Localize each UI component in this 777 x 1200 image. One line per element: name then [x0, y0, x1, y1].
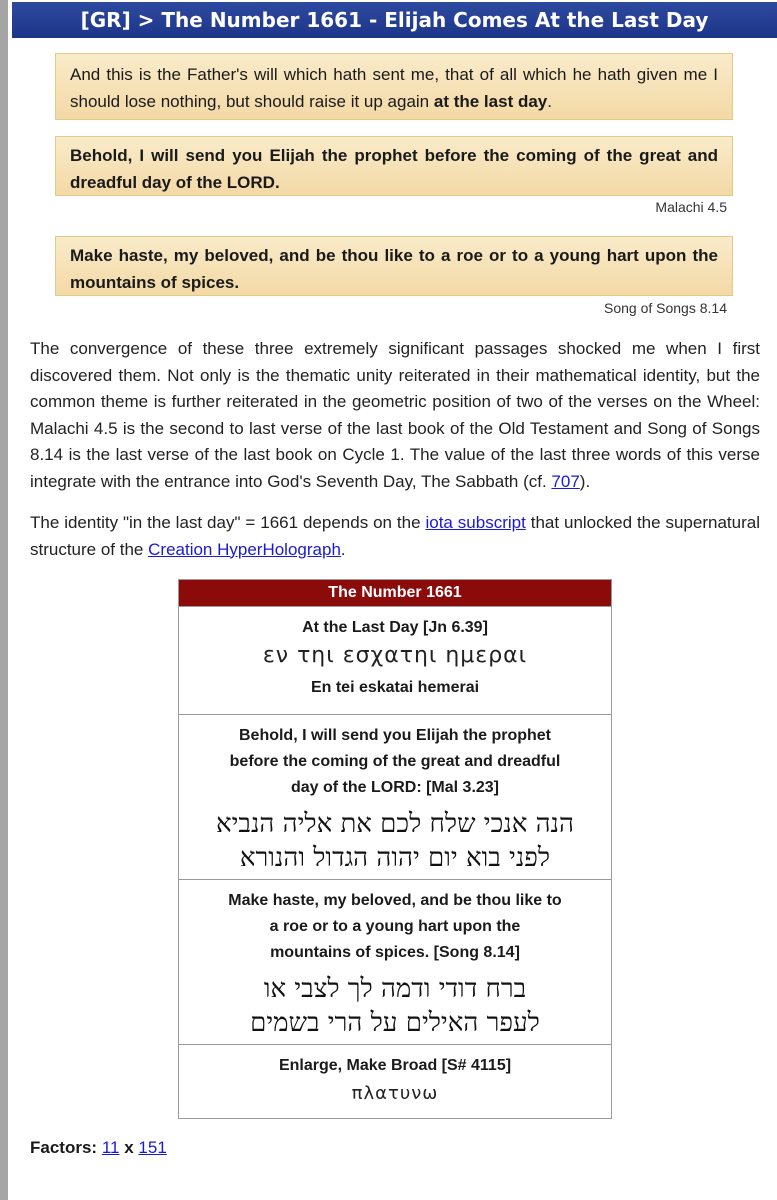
quote-text: Make haste, my beloved, and be thou like to a roe or to a young hart upon the mountains of spices. — [70, 246, 718, 292]
quote-malachi — [55, 136, 733, 196]
row-line: Make haste, my beloved, and be thou like to — [228, 892, 562, 909]
transliteration: En tei eskatai hemerai — [310, 679, 480, 696]
body-paragraph-2 — [30, 510, 760, 563]
hebrew-text: ברח דודי ודמה לך לצבי או — [263, 974, 527, 1004]
row-line: a roe or to a young hart upon the — [269, 918, 521, 935]
link-iota-subscript[interactable]: iota subscript — [425, 513, 526, 532]
paragraph-text: The convergence of these three extremely significant passages shocked me when I first discovered them. Not only is the thematic unity reiterated in their mathematical identity, but the common theme is further reiterated in the geometric position of two of the verses on the Wheel: Malachi 4.5 is the second to last verse of the last book of the Old Testament and Song of Songs 8.14 is the last verse of the last book on Cycle 1. The value of the last three words of this verse integrate with the entrance into God's Seventh Day, The Sabbath (cf. — [30, 339, 760, 491]
table-row — [179, 879, 611, 1044]
link-factor-151[interactable]: 151 — [138, 1138, 167, 1157]
paragraph-tail: . — [340, 539, 346, 559]
paragraph-text: The identity "in the last day" = 1661 depends on the — [30, 513, 426, 532]
hebrew-text: הנה אנכי שלח לכם את אליה הנביא — [216, 809, 574, 839]
row-line: day of the LORD: [Mal 3.23] — [290, 779, 500, 796]
left-border — [0, 0, 8, 1200]
row-line: Behold, I will send you Elijah the prophet — [238, 727, 552, 744]
link-creation-hyperholograph[interactable]: Creation HyperHolograph — [148, 539, 341, 559]
row-heading: At the Last Day [Jn 6.39] — [302, 619, 488, 636]
quote-text: And this is the Father's will which hath sent me, that of all which he hath given me I should lose nothing, but should raise it up again — [70, 65, 718, 111]
quote-tail: . — [547, 92, 552, 111]
quote-reference: Malachi 4.5 — [655, 199, 727, 215]
row-heading: Enlarge, Make Broad [S# 4115] — [278, 1057, 512, 1074]
quote-reference: Song of Songs 8.14 — [604, 300, 727, 316]
quote-john — [55, 53, 733, 120]
factors-label: Factors: — [30, 1138, 98, 1157]
hebrew-text: לעפר האילים על הרי בשמים — [250, 1008, 540, 1038]
table-row — [179, 606, 611, 714]
page-title-text: [GR] > The Number 1661 - Elijah Comes At the Last Day — [80, 8, 709, 32]
link-707[interactable]: 707 — [551, 471, 580, 491]
factors-line — [30, 1138, 167, 1158]
greek-text: εν τηι εσχατηι ημεραι — [262, 643, 528, 668]
page-title — [12, 2, 777, 38]
paragraph-tail: ). — [579, 471, 591, 491]
quote-song — [55, 236, 733, 296]
quote-bold: at the last day — [433, 92, 548, 111]
quote-text: Behold, I will send you Elijah the prophet before the coming of the great and dreadful day of the LORD. — [70, 146, 718, 192]
hebrew-text: לפני בוא יום יהוה הגדול והנורא — [239, 843, 551, 873]
greek-text: πλατυνω — [351, 1083, 439, 1104]
table-row — [179, 714, 611, 879]
row-line: before the coming of the great and dreadful — [229, 753, 561, 770]
factors-times: x — [124, 1138, 134, 1157]
link-factor-11[interactable]: 11 — [101, 1138, 120, 1157]
number-table — [178, 579, 612, 1119]
row-line: mountains of spices. [Song 8.14] — [270, 944, 520, 961]
paragraph-text: that unlocked the supernatural structure of the — [30, 513, 760, 559]
body-paragraph — [30, 336, 760, 495]
table-title: The Number 1661 — [179, 580, 611, 606]
table-row — [179, 1044, 611, 1118]
